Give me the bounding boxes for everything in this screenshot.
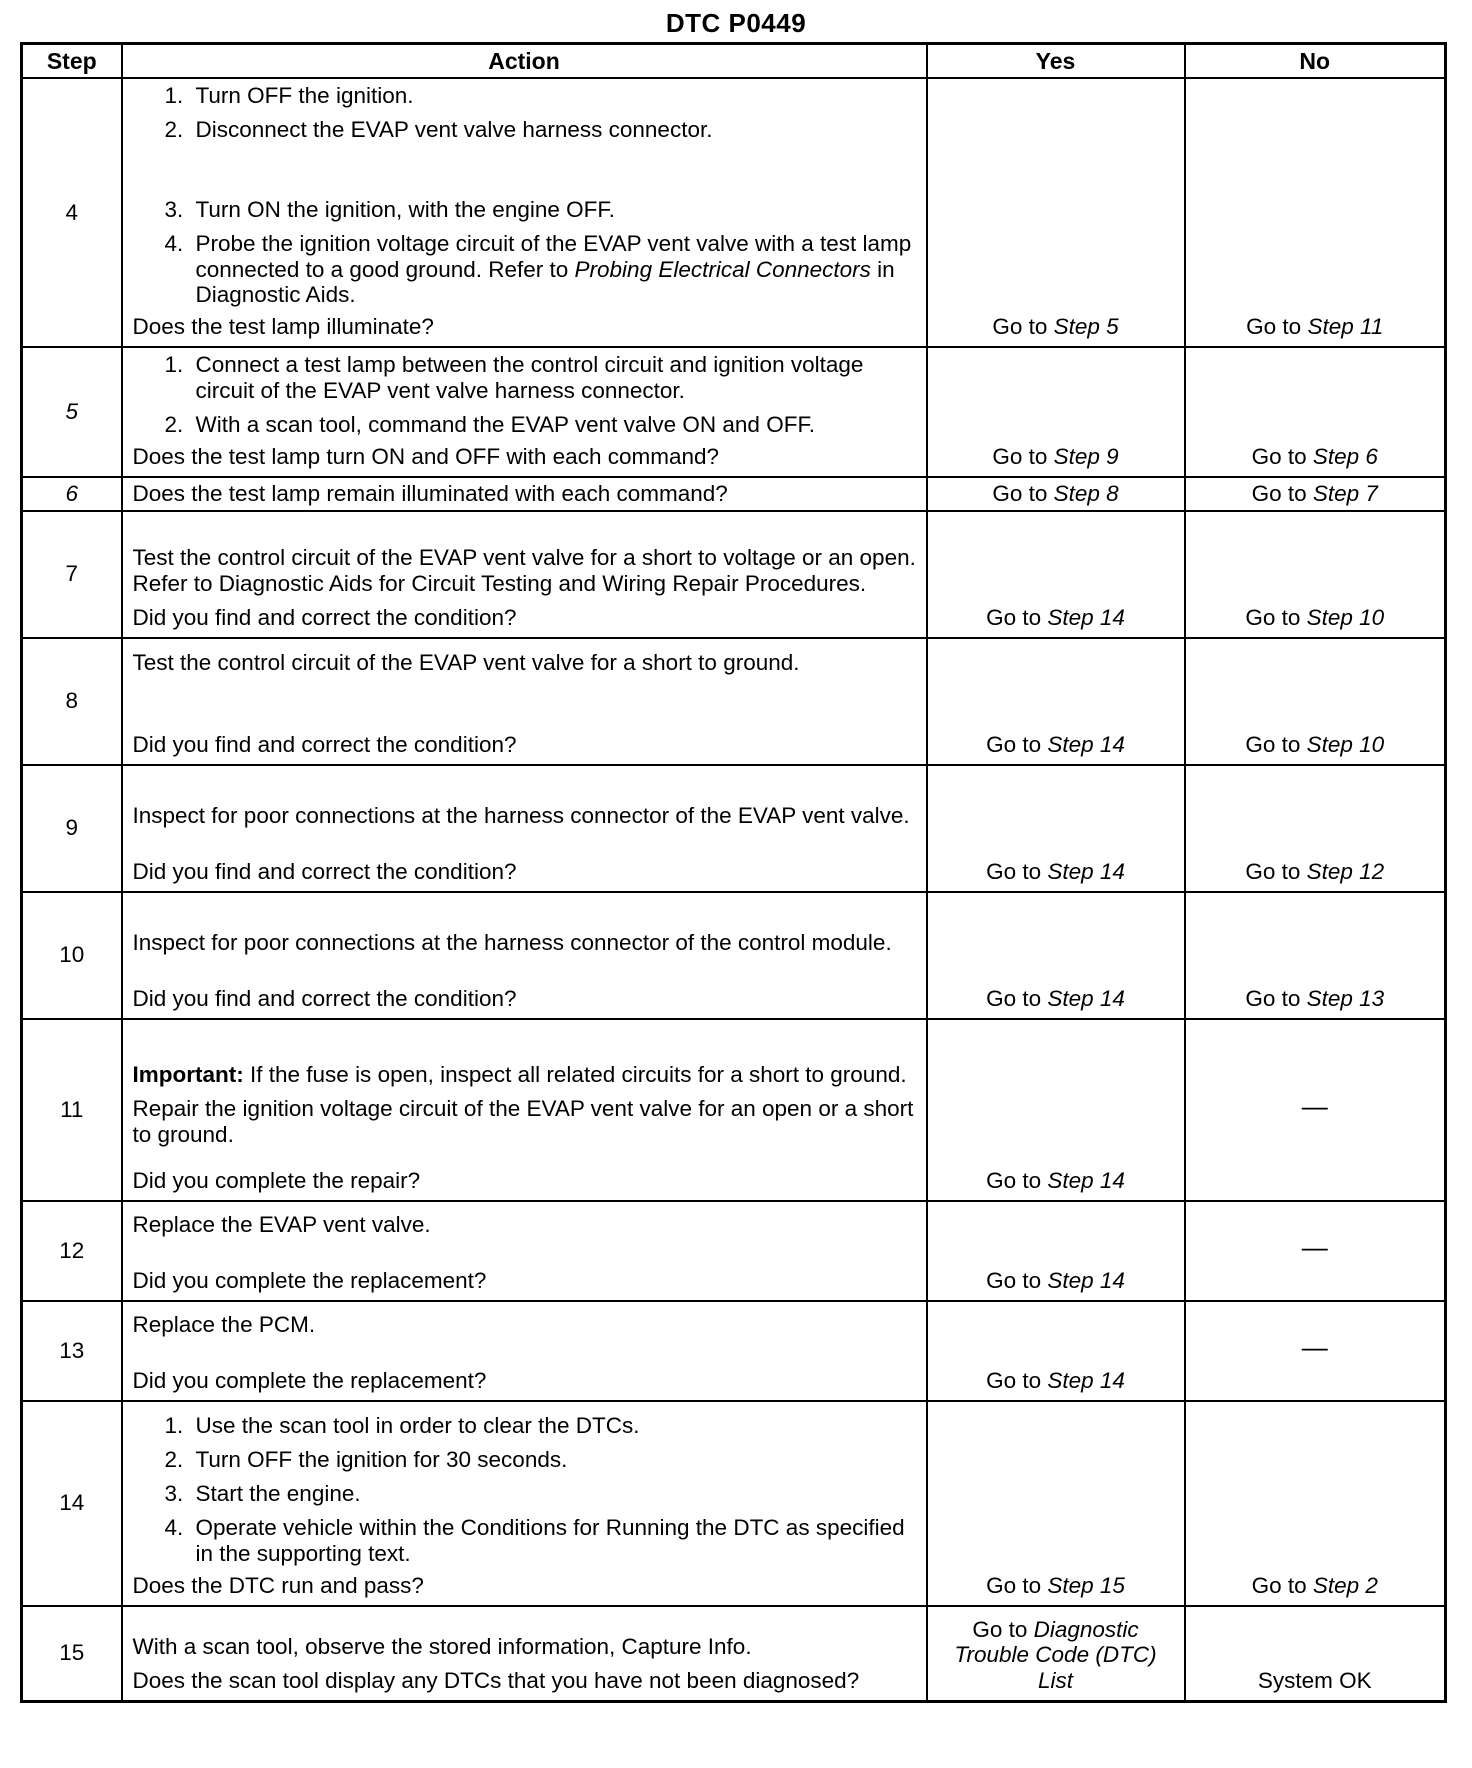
list-item: 1. Connect a test lamp between the control circuit and ignition voltage circuit of the EVAP vent valve harness connector.	[190, 352, 918, 404]
action-cell	[122, 1201, 927, 1301]
go-to-label: Go to	[1245, 731, 1307, 757]
table-row	[22, 477, 1446, 511]
yes-cell	[927, 511, 1185, 638]
action-cell	[122, 477, 927, 511]
important-text: If the fuse is open, inspect all related circuits for a short to ground.	[243, 1062, 907, 1088]
yes-cell	[927, 347, 1185, 477]
header-action: Action	[122, 44, 927, 79]
no-cell	[1185, 347, 1446, 477]
list-item: 1. Use the scan tool in order to clear the DTCs.	[190, 1413, 918, 1439]
go-to-label: Go to	[972, 1616, 1034, 1642]
go-to-label: Go to	[992, 443, 1054, 469]
header-row	[22, 44, 1446, 79]
no-cell	[1185, 511, 1446, 638]
step-reference: Step 14	[1047, 985, 1125, 1011]
step-number: 13	[22, 1301, 122, 1401]
yes-cell	[927, 477, 1185, 511]
action-cell	[122, 892, 927, 1019]
step-reference: Step 14	[1047, 604, 1125, 630]
go-to-label: Go to	[986, 1267, 1048, 1293]
action-cell	[122, 1606, 927, 1702]
action-text: Test the control circuit of the EVAP vent valve for a short to ground.	[132, 649, 800, 675]
step-number: 15	[22, 1606, 122, 1702]
yes-cell	[927, 1606, 1185, 1702]
list-item	[190, 231, 918, 309]
action-text: With a scan tool, observe the stored information, Capture Info.	[132, 1634, 752, 1660]
step-reference: Step 7	[1312, 480, 1378, 506]
action-text: Inspect for poor connections at the harness connector of the control module.	[132, 929, 892, 955]
step-reference: Step 10	[1306, 604, 1385, 630]
page-title: DTC P0449	[665, 8, 807, 38]
list-item-text: Disconnect the EVAP vent valve harness connector.	[195, 116, 713, 142]
yes-cell	[927, 1401, 1185, 1606]
step-number: 5	[22, 347, 122, 477]
step-number: 4	[22, 78, 122, 347]
action-text: Inspect for poor connections at the harness connector of the EVAP vent valve.	[132, 802, 910, 828]
list-item: 2. With a scan tool, command the EVAP vent valve ON and OFF.	[190, 412, 918, 438]
action-list	[133, 352, 918, 438]
step-reference: Step 5	[1053, 314, 1119, 340]
go-to-label: Go to	[1251, 1572, 1313, 1598]
step-reference: Step 13	[1306, 985, 1385, 1011]
action-cell	[122, 1401, 927, 1606]
no-cell	[1185, 1401, 1446, 1606]
action-list	[133, 83, 918, 308]
step-reference: Step 14	[1047, 858, 1125, 884]
action-cell	[122, 1019, 927, 1201]
go-to-label: Go to	[1251, 443, 1313, 469]
yes-cell	[927, 1301, 1185, 1401]
step-number: 7	[22, 511, 122, 638]
yes-cell	[927, 638, 1185, 765]
go-to-label: Go to	[986, 985, 1048, 1011]
list-item: 2. Turn OFF the ignition for 30 seconds.	[190, 1447, 918, 1473]
action-cell	[122, 638, 927, 765]
question: Does the DTC run and pass?	[132, 1572, 424, 1598]
step-number: 10	[22, 892, 122, 1019]
go-to-label: Go to	[992, 314, 1054, 340]
list-item-text: Probe the ignition voltage circuit of the EVAP vent valve with a test lamp connected to a good ground. Refer to	[195, 230, 912, 282]
action-text: Replace the PCM.	[132, 1311, 316, 1337]
table-row	[22, 1301, 1446, 1401]
yes-cell	[927, 1201, 1185, 1301]
step-reference: Step 6	[1312, 443, 1378, 469]
table-row	[22, 347, 1446, 477]
step-reference: Step 12	[1306, 858, 1385, 884]
go-to-label: Go to	[992, 480, 1054, 506]
no-cell: System OK	[1185, 1606, 1446, 1702]
action-cell	[122, 347, 927, 477]
question: Does the scan tool display any DTCs that you have not been diagnosed?	[132, 1668, 860, 1694]
list-item: 3. Turn ON the ignition, with the engine OFF.	[190, 197, 918, 223]
question: Does the test lamp illuminate?	[132, 314, 434, 340]
step-reference: Step 15	[1047, 1572, 1125, 1598]
table-row	[22, 765, 1446, 892]
no-cell	[1185, 638, 1446, 765]
go-to-label: Go to	[986, 604, 1048, 630]
go-to-label: Go to	[1251, 480, 1313, 506]
step-number: 12	[22, 1201, 122, 1301]
action-cell	[122, 78, 927, 347]
no-cell: —	[1185, 1301, 1446, 1401]
question: Did you complete the replacement?	[132, 1367, 487, 1393]
question: Did you find and correct the condition?	[132, 985, 517, 1011]
action-text: Repair the ignition voltage circuit of the EVAP vent valve for an open or a short to ground.	[132, 1096, 914, 1147]
go-to-label: Go to	[986, 1167, 1048, 1193]
table-row	[22, 1401, 1446, 1606]
question: Did you complete the replacement?	[132, 1267, 487, 1293]
question: Did you find and correct the condition?	[132, 604, 517, 630]
step-reference: Step 2	[1312, 1572, 1378, 1598]
action-text: Test the control circuit of the EVAP vent valve for a short to voltage or an open. Refer to Diagnostic Aids for Circuit Testing and Wiring Repair Procedures.	[132, 545, 916, 596]
step-reference: Diagnostic Trouble Code (DTC) List	[954, 1616, 1157, 1694]
step-reference: Step 8	[1053, 480, 1119, 506]
step-number: 11	[22, 1019, 122, 1201]
question: Did you find and correct the condition?	[132, 858, 517, 884]
action-cell	[122, 511, 927, 638]
important-note	[133, 1062, 918, 1088]
yes-cell	[927, 78, 1185, 347]
important-label: Important:	[132, 1062, 244, 1088]
go-to-label: Go to	[1245, 858, 1307, 884]
go-to-label: Go to	[986, 1572, 1048, 1598]
question: Does the test lamp turn ON and OFF with each command?	[132, 443, 720, 469]
no-cell	[1185, 892, 1446, 1019]
go-to-label: Go to	[1245, 604, 1307, 630]
go-to-label: Go to	[986, 731, 1048, 757]
action-cell	[122, 1301, 927, 1401]
header-yes: Yes	[927, 44, 1185, 79]
yes-cell	[927, 765, 1185, 892]
go-to-label: Go to	[986, 1367, 1048, 1393]
yes-cell	[927, 1019, 1185, 1201]
step-reference: Step 11	[1307, 314, 1384, 340]
list-item: 3. Start the engine.	[190, 1481, 918, 1507]
no-cell	[1185, 477, 1446, 511]
step-reference: Step 10	[1306, 731, 1385, 757]
list-item	[190, 117, 918, 189]
table-row	[22, 892, 1446, 1019]
yes-cell	[927, 892, 1185, 1019]
action-list	[133, 1413, 918, 1566]
table-row	[22, 1201, 1446, 1301]
table-row	[22, 1019, 1446, 1201]
step-number: 14	[22, 1401, 122, 1606]
no-cell: —	[1185, 1201, 1446, 1301]
question: Did you find and correct the condition?	[132, 731, 517, 757]
table-row	[22, 78, 1446, 347]
step-reference: Step 14	[1047, 1267, 1125, 1293]
step-reference: Step 14	[1047, 731, 1125, 757]
no-cell	[1185, 765, 1446, 892]
step-number: 9	[22, 765, 122, 892]
list-item: 4. Operate vehicle within the Conditions for Running the DTC as specified in the supporting text.	[190, 1515, 918, 1567]
header-no: No	[1185, 44, 1446, 79]
go-to-label: Go to	[1245, 985, 1307, 1011]
action-cell	[122, 765, 927, 892]
step-reference: Step 14	[1047, 1367, 1125, 1393]
question: Does the test lamp remain illuminated with each command?	[132, 480, 728, 506]
question: Did you complete the repair?	[132, 1167, 421, 1193]
no-cell: —	[1185, 1019, 1446, 1201]
go-to-label: Go to	[986, 858, 1048, 884]
no-cell	[1185, 78, 1446, 347]
reference-link: Probing Electrical Connectors	[574, 256, 871, 282]
step-reference: Step 14	[1047, 1167, 1125, 1193]
list-item: 1. Turn OFF the ignition.	[190, 83, 918, 109]
diagnostic-table	[20, 42, 1447, 1703]
step-number: 8	[22, 638, 122, 765]
step-number: 6	[22, 477, 122, 511]
action-text: Replace the EVAP vent valve.	[132, 1211, 431, 1237]
table-row	[22, 638, 1446, 765]
go-to-label: Go to	[1246, 314, 1308, 340]
table-row	[22, 511, 1446, 638]
list-item-text: in Diagnostic Aids.	[195, 256, 895, 308]
table-row	[22, 1606, 1446, 1702]
header-step: Step	[22, 44, 122, 79]
step-reference: Step 9	[1053, 443, 1119, 469]
